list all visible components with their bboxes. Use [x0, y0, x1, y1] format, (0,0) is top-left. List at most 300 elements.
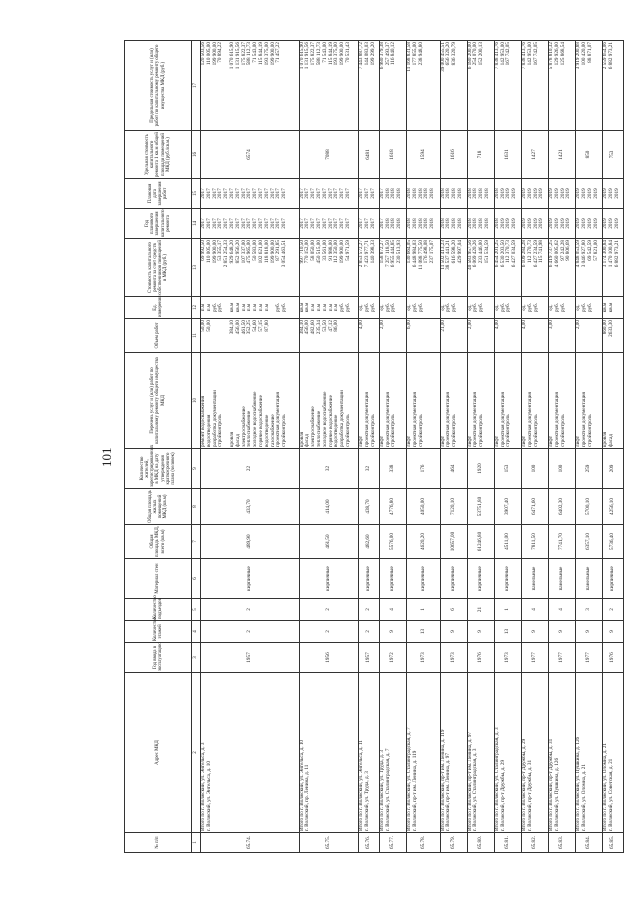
cell-cost: [406, 239, 440, 297]
cell-line: 53 355,17: [217, 240, 224, 261]
cell-line: 1 070 615,90: [298, 42, 305, 70]
cell-line: 2 559 654,06: [602, 42, 609, 70]
cell-line: 2019: [613, 188, 620, 199]
cell-line: 588 112,73: [246, 42, 253, 66]
cell-line: 54,60: [252, 320, 259, 332]
cell-year-end: [359, 209, 380, 239]
cell-limit-cost: [521, 41, 548, 131]
cell-works: [494, 353, 521, 449]
cell-num: 65.81.: [494, 833, 521, 853]
cell-living-area: 4050,00: [406, 489, 440, 525]
cell-year: 1976: [603, 643, 624, 673]
cell-line: 1 131 915,56: [304, 42, 311, 70]
cell-line: кровля: [228, 431, 235, 447]
cell-line: Итого по г. Волжский, ул. Труда, д. 3: [378, 750, 385, 831]
cell-line: 2018: [411, 218, 418, 229]
cell-num: 65.77.: [379, 833, 406, 853]
cell-line: 2,00: [466, 320, 473, 330]
cell-total-area: 461,50: [299, 525, 359, 559]
cell-volume: [440, 319, 467, 353]
cell-cost: [440, 239, 467, 297]
table-row: [440, 41, 467, 853]
cell-units: [299, 297, 359, 319]
cell-line: 2017: [240, 218, 247, 229]
cell-line: 11 502 413,23: [439, 240, 446, 270]
cell-address: [201, 673, 300, 833]
cell-line: кв.м: [304, 302, 311, 313]
column-header: Количество этажей: [125, 621, 192, 643]
cell-num: 65.82.: [521, 833, 548, 853]
column-header: Количество подъездов: [125, 599, 192, 621]
cell-walls: кирпичные: [440, 559, 467, 599]
cell-line: 2017: [304, 218, 311, 229]
cell-year-end: [603, 209, 624, 239]
cell-volume: [549, 319, 576, 353]
column-number: 4: [192, 621, 201, 643]
cell-works: [521, 353, 548, 449]
cell-line: кровля: [602, 431, 609, 447]
cell-line: 6 530 203,50: [499, 240, 506, 268]
cell-address: [440, 673, 467, 833]
cell-line: 2019: [499, 218, 506, 229]
cell-line: 2017: [327, 218, 334, 229]
cell-line: 235,34: [316, 320, 323, 335]
cell-line: 860,00: [602, 320, 609, 335]
cell-line: 120 503,56: [200, 42, 206, 66]
cell-units: [494, 297, 521, 319]
cell-line: 33 561,00: [321, 240, 328, 261]
cell-residents: 176: [406, 449, 440, 489]
cell-total-area: 6357,10: [576, 525, 603, 559]
cell-line: 2017: [298, 218, 305, 229]
cell-line: 151 534,59: [484, 240, 491, 264]
cell-line: 3 046 927,80: [580, 240, 587, 268]
cell-line: руб.: [532, 303, 539, 312]
cell-works: [440, 353, 467, 449]
cell-year-end: [201, 209, 300, 239]
cell-line: 2017: [333, 218, 340, 229]
cell-line: 2017: [234, 188, 241, 199]
cell-line: 2017: [369, 188, 376, 199]
cell-living-area: 6402,30: [549, 489, 576, 525]
cell-line: 2018: [472, 188, 479, 199]
cell-line: 102 621,00: [257, 240, 264, 264]
cell-line: 152 200,13: [478, 42, 485, 66]
table-row: [549, 41, 576, 853]
cell-floors: 2: [299, 621, 359, 643]
cell-line: 2018: [429, 188, 436, 199]
cell-volume: [494, 319, 521, 353]
cell-line: п.м: [321, 303, 328, 312]
cell-cost: [359, 239, 380, 297]
cell-line: 6 427 234,59: [532, 240, 539, 268]
cell-line: 2017: [333, 188, 340, 199]
cell-volume: [379, 319, 406, 353]
cell-line: 125 868,54: [559, 42, 566, 66]
cell-line: 2019: [608, 188, 615, 199]
cell-works: [379, 353, 406, 449]
cell-residents: 32: [359, 449, 380, 489]
cell-line: 2019: [608, 218, 615, 229]
cell-line: 2019: [499, 188, 506, 199]
cell-limit-cost: [440, 41, 467, 131]
column-header: Ед. измерения: [125, 297, 192, 319]
cell-line: 142 953,00: [526, 42, 533, 66]
cell-line: 2018: [456, 218, 463, 229]
cell-line: водоотведение: [263, 414, 270, 447]
cell-line: водоотведение: [333, 414, 340, 447]
cell-floors: 2: [201, 621, 300, 643]
cell-line: 50,00: [200, 320, 206, 332]
cell-residents: 259: [576, 449, 603, 489]
cell-line: 6 454 201,25: [493, 240, 500, 268]
cell-year-end: [467, 209, 494, 239]
cell-floors: 13: [494, 621, 521, 643]
cell-floors: 13: [406, 621, 440, 643]
cell-line: 2017: [345, 188, 351, 199]
column-header: Год планового завершения капитального ремонта: [125, 209, 192, 239]
cell-line: 2019: [553, 218, 560, 229]
cell-cost: [549, 239, 576, 297]
cell-line: теплоснабжение: [316, 410, 323, 447]
cell-line: руб.: [217, 303, 224, 312]
cell-line: лифт: [466, 436, 473, 447]
cell-line: 2017: [364, 188, 371, 199]
cell-line: ремонт водоснабжения: [200, 396, 206, 447]
cell-line: 2018: [493, 188, 500, 199]
cell-year-end: [440, 209, 467, 239]
cell-line: 2019: [526, 188, 533, 199]
cell-total-area: 482,60: [359, 525, 380, 559]
column-number: 8: [192, 489, 201, 525]
cell-year: 1973: [440, 643, 467, 673]
column-number: 10: [192, 353, 201, 449]
cell-line: г. Волжский, ул. Сталинградская, д. 7: [384, 748, 391, 831]
cell-line: 91 988,00: [327, 240, 334, 261]
cell-line: руб.: [417, 303, 424, 312]
cell-walls: кирпичные: [201, 559, 300, 599]
cell-line: п.м: [240, 303, 247, 312]
cell-line: 2017: [223, 188, 230, 199]
cell-date-end: [201, 179, 300, 209]
cell-line: п.м: [257, 303, 264, 312]
column-header: № п/п: [125, 833, 192, 853]
cell-line: Итого по г. Волжский, пр-т им. Ленина, д. 97: [466, 731, 473, 831]
cell-living-area: 7120,10: [440, 489, 467, 525]
cell-total-area: 4620,20: [406, 525, 440, 559]
cell-line: стройконтроль: [217, 414, 224, 447]
cell-address: [379, 673, 406, 833]
cell-line: 7 838 413,76: [520, 42, 527, 70]
cell-year: 1977: [576, 643, 603, 673]
cell-line: ед.: [439, 304, 446, 311]
cell-line: 2017: [316, 218, 323, 229]
cell-line: п.м: [327, 303, 334, 312]
cell-line: 118 818,00: [263, 240, 270, 264]
cell-entrances: 2: [359, 599, 380, 621]
cell-line: г. Волжский, пр. Ленина, д. 11: [304, 764, 311, 831]
cell-unit-cost: 718: [467, 131, 494, 179]
cell-unit-cost: 1618: [379, 131, 406, 179]
cell-line: 2019: [602, 218, 609, 229]
cell-line: 2017: [246, 218, 253, 229]
cell-line: 199 900,00: [339, 240, 346, 264]
cell-line: Итого по г. Волжский, пр-т Дружбы, д. 29: [520, 738, 527, 831]
cell-date-end: [603, 179, 624, 209]
cell-year-end: [299, 209, 359, 239]
cell-date-end: [521, 179, 548, 209]
cell-year-end: [406, 209, 440, 239]
cell-line: кв.м: [234, 302, 241, 313]
cell-line: проектная документация: [275, 392, 282, 447]
cell-line: стройконтроль: [281, 414, 288, 447]
cell-works: [359, 353, 380, 449]
cell-line: 2019: [526, 218, 533, 229]
cell-units: [467, 297, 494, 319]
repair-plan-table: [124, 40, 624, 853]
cell-line: руб.: [211, 303, 218, 312]
cell-line: п.м: [316, 303, 323, 312]
cell-line: 2019: [592, 218, 599, 229]
cell-line: 2017: [345, 218, 351, 229]
cell-line: 2018: [417, 218, 424, 229]
cell-line: 176 498,08: [423, 240, 430, 264]
cell-line: 2018: [417, 188, 424, 199]
cell-line: 2019: [532, 218, 539, 229]
cell-volume: [467, 319, 494, 353]
cell-line: Итого по г. Волжский, ул. Пушкина, д. 126: [575, 736, 582, 831]
cell-line: 2019: [559, 218, 566, 229]
cell-line: холодное водоснабжение: [252, 391, 259, 447]
table-row: [521, 41, 548, 853]
cell-year: 1976: [467, 643, 494, 673]
cell-line: 2019: [580, 188, 587, 199]
cell-line: руб.: [339, 303, 346, 312]
cell-line: 3 919 200,88: [575, 42, 582, 70]
cell-total-area: 7741,70: [549, 525, 576, 559]
cell-line: 4,00: [520, 320, 527, 330]
cell-num: 65.76.: [359, 833, 380, 853]
cell-line: 2019: [548, 218, 555, 229]
table-row: [467, 41, 494, 853]
cell-line: 656 320,20: [445, 42, 452, 66]
cell-line: Итого по г. Волжский, ул. Энгельса, д. 3: [200, 742, 206, 831]
cell-cost: [494, 239, 521, 297]
cell-line: 2017: [269, 188, 276, 199]
cell-line: 2019: [511, 218, 518, 229]
cell-line: 2019: [505, 218, 512, 229]
cell-line: 39 000 455,51: [439, 42, 446, 72]
cell-year-end: [379, 209, 406, 239]
cell-entrances: 1: [494, 599, 521, 621]
cell-entrances: 21: [467, 599, 494, 621]
cell-line: 461,50: [240, 320, 247, 335]
cell-year: 1957: [359, 643, 380, 673]
cell-volume: [406, 319, 440, 353]
cell-line: 2017: [263, 218, 270, 229]
cell-line: руб.: [478, 303, 485, 312]
cell-line: 770 152,00: [304, 240, 311, 264]
cell-date-end: [379, 179, 406, 209]
cell-address: [521, 673, 548, 833]
cell-year-end: [576, 209, 603, 239]
cell-line: 2019: [575, 188, 582, 199]
cell-line: г. Волжский, ул. Пушкина, д. 126: [553, 757, 560, 831]
cell-line: 2017: [217, 218, 224, 229]
cell-line: руб.: [281, 303, 288, 312]
cell-works: [299, 353, 359, 449]
column-number: 7: [192, 525, 201, 559]
cell-line: 2018: [423, 188, 430, 199]
cell-walls: кирпичные: [467, 559, 494, 599]
cell-line: 456,00: [304, 320, 311, 335]
cell-line: 2017: [200, 218, 206, 229]
cell-living-area: 438,70: [359, 489, 380, 525]
cell-line: 2633,30: [608, 320, 615, 337]
cell-address: [549, 673, 576, 833]
cell-walls: панельные: [549, 559, 576, 599]
cell-line: 130 664,05: [405, 240, 412, 264]
column-header: Предельная стоимость услуг и (или) работ по капитальному ремонту общего имущества МКД (руб.): [125, 41, 192, 131]
table-row: [603, 41, 624, 853]
cell-line: 6 427 034,59: [511, 240, 518, 268]
cell-line: 2017: [358, 218, 365, 229]
cell-line: горячее водоснабжение: [257, 395, 264, 447]
cell-line: руб.: [553, 303, 560, 312]
cell-line: 238 948,80: [417, 42, 424, 66]
cell-floors: 2: [359, 621, 380, 643]
cell-total-area: 489,90: [201, 525, 300, 559]
cell-line: 2019: [565, 188, 572, 199]
cell-line: 2017: [310, 188, 317, 199]
cell-line: электроснабжение: [240, 406, 247, 447]
column-number: 1: [192, 833, 201, 853]
cell-line: электроснабжение: [310, 406, 317, 447]
cell-line: ед.: [575, 304, 582, 311]
cell-line: 2019: [580, 218, 587, 229]
cell-line: 2018: [405, 218, 412, 229]
cell-line: 2019: [559, 188, 566, 199]
column-header: Материал стен: [125, 559, 192, 599]
cell-line: 2017: [304, 188, 311, 199]
cell-line: 2019: [613, 218, 620, 229]
cell-address: [406, 673, 440, 833]
cell-line: 2,00: [575, 320, 582, 330]
cell-floors: 9: [603, 621, 624, 643]
cell-line: 115 844,19: [257, 42, 264, 66]
cell-walls: кирпичные: [603, 559, 624, 599]
cell-line: 1 470 100,84: [608, 240, 615, 268]
cell-date-end: [359, 179, 380, 209]
cell-units: [201, 297, 300, 319]
cell-line: 2017: [246, 188, 253, 199]
cell-line: 6 980 379,38: [378, 42, 385, 70]
cell-line: 199 900,00: [211, 240, 218, 264]
cell-line: 2017: [252, 188, 259, 199]
cell-line: 2018: [390, 188, 397, 199]
cell-residents: 338: [379, 449, 406, 489]
cell-line: 2018: [466, 218, 473, 229]
cell-residents: 464: [440, 449, 467, 489]
cell-line: 6 882 973,21: [608, 42, 615, 70]
cell-line: стройконтроль: [478, 414, 485, 447]
cell-walls: кирпичные: [379, 559, 406, 599]
cell-line: г. Волжский, ул. Оломна, д. 21: [580, 764, 587, 831]
cell-line: 6 180 200,00: [466, 42, 473, 70]
cell-line: 2018: [411, 188, 418, 199]
cell-line: 1 131 915,56: [234, 42, 241, 70]
column-number: 13: [192, 239, 201, 297]
cell-line: 233 446,00: [478, 240, 485, 264]
cell-line: проектная документация: [364, 392, 371, 447]
cell-num: 65.84.: [576, 833, 603, 853]
cell-line: руб.: [472, 303, 479, 312]
cell-line: 384,10: [228, 320, 235, 335]
cell-line: 2017: [205, 188, 212, 199]
column-header: Объем работ: [125, 319, 192, 353]
cell-walls: кирпичные: [494, 559, 521, 599]
cell-line: 6 448 984,03: [411, 240, 418, 268]
cell-date-end: [467, 179, 494, 209]
cell-cost: [299, 239, 359, 297]
cell-line: Итого по г. Волжский, ул. Сталинградская, д. 7: [405, 727, 412, 831]
cell-line: холодное водоснабжение: [321, 391, 328, 447]
cell-line: проектная документация: [580, 392, 587, 447]
cell-line: 6 882 973,21: [613, 240, 620, 268]
cell-line: ед.: [466, 304, 473, 311]
cell-line: стройконтроль: [345, 414, 351, 447]
cell-walls: панельные: [576, 559, 603, 599]
cell-line: руб.: [559, 303, 566, 312]
cell-line: 6 419 737,25: [548, 240, 555, 268]
cell-volume: [576, 319, 603, 353]
cell-line: 2018: [445, 188, 452, 199]
cell-living-area: 4776,80: [379, 489, 406, 525]
cell-line: 2018: [478, 188, 485, 199]
cell-line: Итого по г. Волжский, пр-т им. Ленина, д. 119: [439, 729, 446, 831]
cell-line: 7 423 977,71: [364, 240, 371, 268]
cell-line: 2017: [252, 218, 259, 229]
cell-year: 1956: [299, 643, 359, 673]
cell-cost: [521, 239, 548, 297]
cell-line: водоотведения: [205, 414, 212, 447]
cell-line: 2 851 254,33: [223, 240, 230, 268]
cell-line: 3,00: [548, 320, 555, 330]
cell-limit-cost: [549, 41, 576, 131]
cell-line: кв.м: [602, 302, 609, 313]
cell-line: проектная документация: [445, 392, 452, 447]
cell-line: кв.м: [228, 302, 235, 313]
cell-residents: 1920: [467, 449, 494, 489]
column-header: Адрес МКД: [125, 673, 192, 833]
cell-line: 2018: [396, 188, 403, 199]
cell-line: 53,50: [321, 320, 328, 332]
cell-line: разработка документации: [211, 390, 218, 447]
cell-line: 2019: [602, 188, 609, 199]
cell-line: проектная документация: [384, 392, 391, 447]
cell-works: [603, 353, 624, 449]
header-row: [125, 41, 192, 853]
cell-line: 2018: [451, 218, 458, 229]
cell-address: [494, 673, 521, 833]
cell-line: 21,00: [439, 320, 446, 332]
cell-line: 352,25: [246, 320, 253, 335]
cell-works: [467, 353, 494, 449]
cell-residents: 100: [521, 449, 548, 489]
cell-line: 2018: [484, 218, 491, 229]
cell-line: руб.: [586, 303, 593, 312]
cell-volume: [201, 319, 300, 353]
